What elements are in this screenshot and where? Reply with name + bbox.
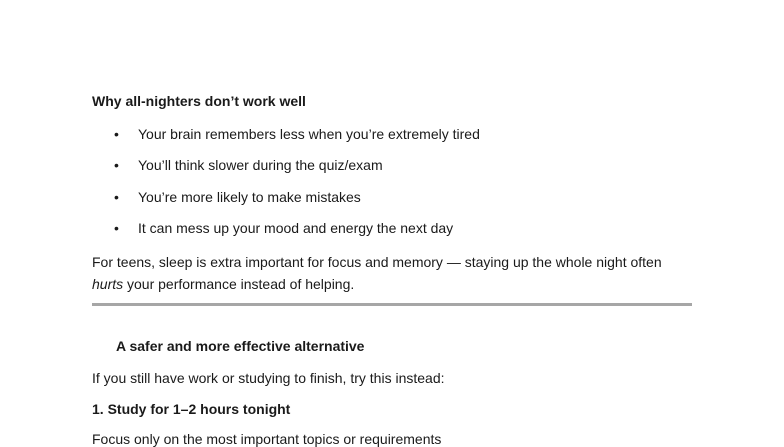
bullet-text: You’ll think slower during the quiz/exam bbox=[138, 157, 383, 173]
paragraph-text-after: your performance instead of helping. bbox=[123, 276, 355, 292]
bullet-icon: • bbox=[114, 157, 119, 173]
bullet-icon: • bbox=[114, 220, 119, 236]
bullet-text: You’re more likely to make mistakes bbox=[138, 189, 361, 205]
bullet-text: Your brain remembers less when you’re extremely tired bbox=[138, 126, 480, 142]
horizontal-divider bbox=[92, 303, 692, 306]
intro-text: If you still have work or studying to finish, try this instead: bbox=[92, 370, 445, 386]
heading-alternative: A safer and more effective alternative bbox=[116, 338, 365, 354]
step-1-heading: 1. Study for 1–2 hours tonight bbox=[92, 401, 291, 417]
bullet-text: It can mess up your mood and energy the next day bbox=[138, 220, 454, 236]
cut-off-text: Focus only on the most important topics or requirements bbox=[92, 431, 442, 447]
paragraph-emphasis: hurts bbox=[92, 276, 124, 292]
bullet-icon: • bbox=[114, 126, 119, 142]
teen-sleep-paragraph bbox=[92, 251, 692, 295]
paragraph-text-before: For teens, sleep is extra important for focus and memory — staying up the whole night often bbox=[92, 254, 662, 270]
bullet-icon: • bbox=[114, 189, 119, 205]
heading-why-all-nighters: Why all-nighters don’t work well bbox=[92, 93, 306, 109]
